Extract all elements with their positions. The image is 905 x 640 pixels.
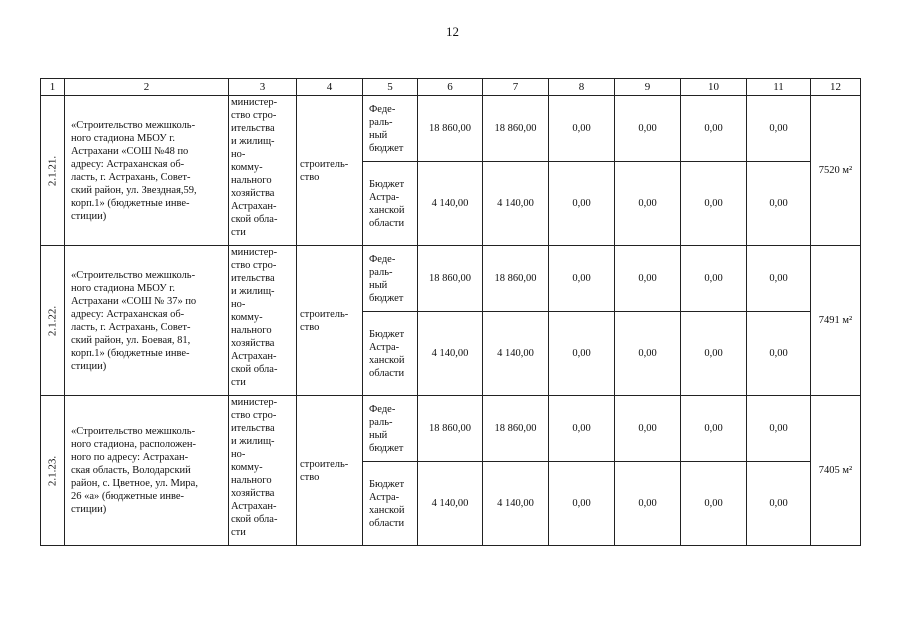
header-cell: 9 (615, 79, 681, 96)
program-table (40, 78, 861, 546)
funding-value: 4 140,00 (483, 162, 549, 246)
text-line: адресу: Астраханская об- (71, 308, 185, 320)
header-cell: 10 (681, 79, 747, 96)
text-line: нального (231, 325, 272, 336)
funding-source (363, 462, 418, 546)
header-cell: 8 (549, 79, 615, 96)
text-line: комму- (231, 162, 263, 173)
funding-value: 0,00 (747, 96, 811, 162)
funding-value: 0,00 (615, 312, 681, 396)
text-line: ство стро- (231, 110, 277, 121)
text-line: «Строительство межшколь- (71, 269, 196, 281)
header-cell: 1 (41, 79, 65, 96)
text-line: ного стадиона МБОУ г. (71, 282, 176, 294)
funding-value: 4 140,00 (418, 162, 483, 246)
table-row (41, 396, 861, 462)
funding-value: 0,00 (681, 462, 747, 546)
text-line: но- (231, 149, 246, 160)
text-line: ласть, г. Астрахань, Совет- (71, 171, 191, 183)
text-line: раль- (369, 416, 393, 428)
header-row (41, 79, 861, 96)
funding-value: 0,00 (747, 462, 811, 546)
funding-value: 0,00 (681, 96, 747, 162)
text-line: ство (300, 321, 320, 333)
text-line: ного стадиона, расположен- (71, 439, 196, 450)
funding-value: 18 860,00 (418, 396, 483, 462)
header-cell: 4 (297, 79, 363, 96)
funding-source (363, 96, 418, 162)
funding-value: 0,00 (747, 246, 811, 312)
funding-value: 0,00 (615, 396, 681, 462)
text-line: ской обла- (231, 364, 278, 375)
text-line: комму- (231, 462, 263, 473)
text-line: «Строительство межшколь- (71, 119, 196, 131)
funding-value: 18 860,00 (483, 396, 549, 462)
text-line: корп.1» (бюджетные инве- (71, 347, 190, 359)
text-line: ханской (369, 504, 405, 516)
text-line: ительства (231, 423, 275, 434)
header-cell: 7 (483, 79, 549, 96)
text-line: и жилищ- (231, 286, 275, 297)
text-line: строитель- (300, 458, 349, 470)
work-kind (297, 96, 363, 246)
text-line: ство (300, 471, 320, 483)
text-line: стиции) (71, 360, 107, 372)
area-value: 7405 м² (811, 396, 861, 546)
funding-value: 0,00 (747, 396, 811, 462)
text-line: сти (231, 527, 246, 538)
text-line: ханской (369, 204, 405, 216)
responsible-organization (229, 96, 297, 246)
text-line: Бюджет (369, 178, 405, 190)
area-value: 7520 м² (811, 96, 861, 246)
text-line: бюджет (369, 442, 404, 454)
item-number: 2.1.21. (41, 96, 65, 246)
text-line: ительства (231, 273, 275, 284)
funding-value: 18 860,00 (483, 96, 549, 162)
text-line: и жилищ- (231, 436, 275, 447)
text-line: раль- (369, 266, 393, 278)
text-line: стиции) (71, 504, 107, 515)
responsible-organization (229, 246, 297, 396)
text-line: Астрахан- (231, 351, 277, 362)
text-line: бюджет (369, 142, 404, 154)
text-line: но- (231, 299, 246, 310)
text-line: хозяйства (231, 338, 275, 349)
funding-source (363, 162, 418, 246)
funding-value: 4 140,00 (418, 462, 483, 546)
text-line: бюджет (369, 292, 404, 304)
funding-value: 18 860,00 (483, 246, 549, 312)
funding-value: 0,00 (681, 246, 747, 312)
text-line: нального (231, 475, 272, 486)
text-line: ский район, ул. Звездная,59, (71, 184, 197, 196)
funding-value: 0,00 (549, 162, 615, 246)
text-line: Астрахани «СОШ № 37» по (71, 295, 197, 307)
text-line: комму- (231, 312, 263, 323)
text-line: «Строительство межшколь- (71, 426, 196, 437)
header-cell: 5 (363, 79, 418, 96)
text-line: Феде- (369, 403, 396, 415)
text-line: сти (231, 377, 246, 388)
text-line: адресу: Астраханская об- (71, 158, 185, 170)
funding-value: 0,00 (747, 162, 811, 246)
table-row (41, 96, 861, 162)
funding-value: 0,00 (549, 462, 615, 546)
text-line: нального (231, 175, 272, 186)
text-line: 26 «а» (бюджетные инве- (71, 491, 185, 502)
funding-value: 0,00 (549, 96, 615, 162)
text-line: ской обла- (231, 214, 278, 225)
header-cell: 11 (747, 79, 811, 96)
text-line: ская область, Володарский (71, 465, 191, 476)
text-line: Астра- (369, 191, 400, 203)
text-line: ский район, ул. Боевая, 81, (71, 334, 191, 346)
text-line: хозяйства (231, 488, 275, 499)
text-line: сти (231, 227, 246, 238)
text-line: Бюджет (369, 328, 405, 340)
text-line: министер- (231, 397, 278, 408)
text-line: корп.1» (бюджетные инве- (71, 197, 190, 209)
funding-value: 18 860,00 (418, 246, 483, 312)
text-line: Астрахан- (231, 201, 277, 212)
funding-value: 0,00 (615, 462, 681, 546)
text-line: район, с. Цветное, ул. Мира, (71, 478, 198, 489)
text-line: стиции) (71, 210, 107, 222)
responsible-organization (229, 396, 297, 546)
text-line: ство (300, 171, 320, 183)
funding-value: 4 140,00 (483, 462, 549, 546)
funding-value: 0,00 (747, 312, 811, 396)
text-line: Феде- (369, 103, 396, 115)
item-description (65, 396, 229, 546)
funding-source (363, 246, 418, 312)
work-kind (297, 396, 363, 546)
funding-value: 4 140,00 (418, 312, 483, 396)
header-cell: 3 (229, 79, 297, 96)
text-line: министер- (231, 97, 278, 108)
table-row (41, 246, 861, 312)
text-line: ительства (231, 123, 275, 134)
funding-value: 0,00 (615, 246, 681, 312)
text-line: ный (369, 129, 388, 141)
funding-value: 0,00 (615, 162, 681, 246)
item-description (65, 246, 229, 396)
text-line: ный (369, 429, 388, 441)
item-description (65, 96, 229, 246)
text-line: ство стро- (231, 410, 277, 421)
text-line: министер- (231, 247, 278, 258)
header-cell: 12 (811, 79, 861, 96)
funding-value: 0,00 (615, 96, 681, 162)
funding-value: 18 860,00 (418, 96, 483, 162)
page-number: 12 (446, 24, 459, 39)
text-line: ханской (369, 354, 405, 366)
funding-value: 0,00 (681, 396, 747, 462)
text-line: ного по адресу: Астрахан- (71, 452, 189, 463)
text-line: строитель- (300, 308, 349, 320)
text-line: Астра- (369, 491, 400, 503)
text-line: ство стро- (231, 260, 277, 271)
text-line: ской обла- (231, 514, 278, 525)
text-line: и жилищ- (231, 136, 275, 147)
work-kind (297, 246, 363, 396)
header-cell: 6 (418, 79, 483, 96)
text-line: Астрахан- (231, 501, 277, 512)
text-line: раль- (369, 116, 393, 128)
text-line: ласть, г. Астрахань, Совет- (71, 321, 191, 333)
item-number: 2.1.22. (41, 246, 65, 396)
funding-source (363, 312, 418, 396)
text-line: Феде- (369, 253, 396, 265)
funding-source (363, 396, 418, 462)
text-line: Астра- (369, 341, 400, 353)
funding-value: 0,00 (549, 312, 615, 396)
text-line: области (369, 517, 405, 529)
header-cell: 2 (65, 79, 229, 96)
area-value: 7491 м² (811, 246, 861, 396)
funding-value: 0,00 (681, 312, 747, 396)
funding-value: 4 140,00 (483, 312, 549, 396)
text-line: Астрахани «СОШ №48 по (71, 145, 189, 157)
funding-value: 0,00 (549, 396, 615, 462)
text-line: но- (231, 449, 246, 460)
funding-value: 0,00 (681, 162, 747, 246)
text-line: ный (369, 279, 388, 291)
text-line: Бюджет (369, 478, 405, 490)
text-line: области (369, 217, 405, 229)
item-number: 2.1.23. (41, 396, 65, 546)
text-line: хозяйства (231, 188, 275, 199)
text-line: области (369, 367, 405, 379)
text-line: строитель- (300, 158, 349, 170)
text-line: ного стадиона МБОУ г. (71, 132, 176, 144)
funding-value: 0,00 (549, 246, 615, 312)
